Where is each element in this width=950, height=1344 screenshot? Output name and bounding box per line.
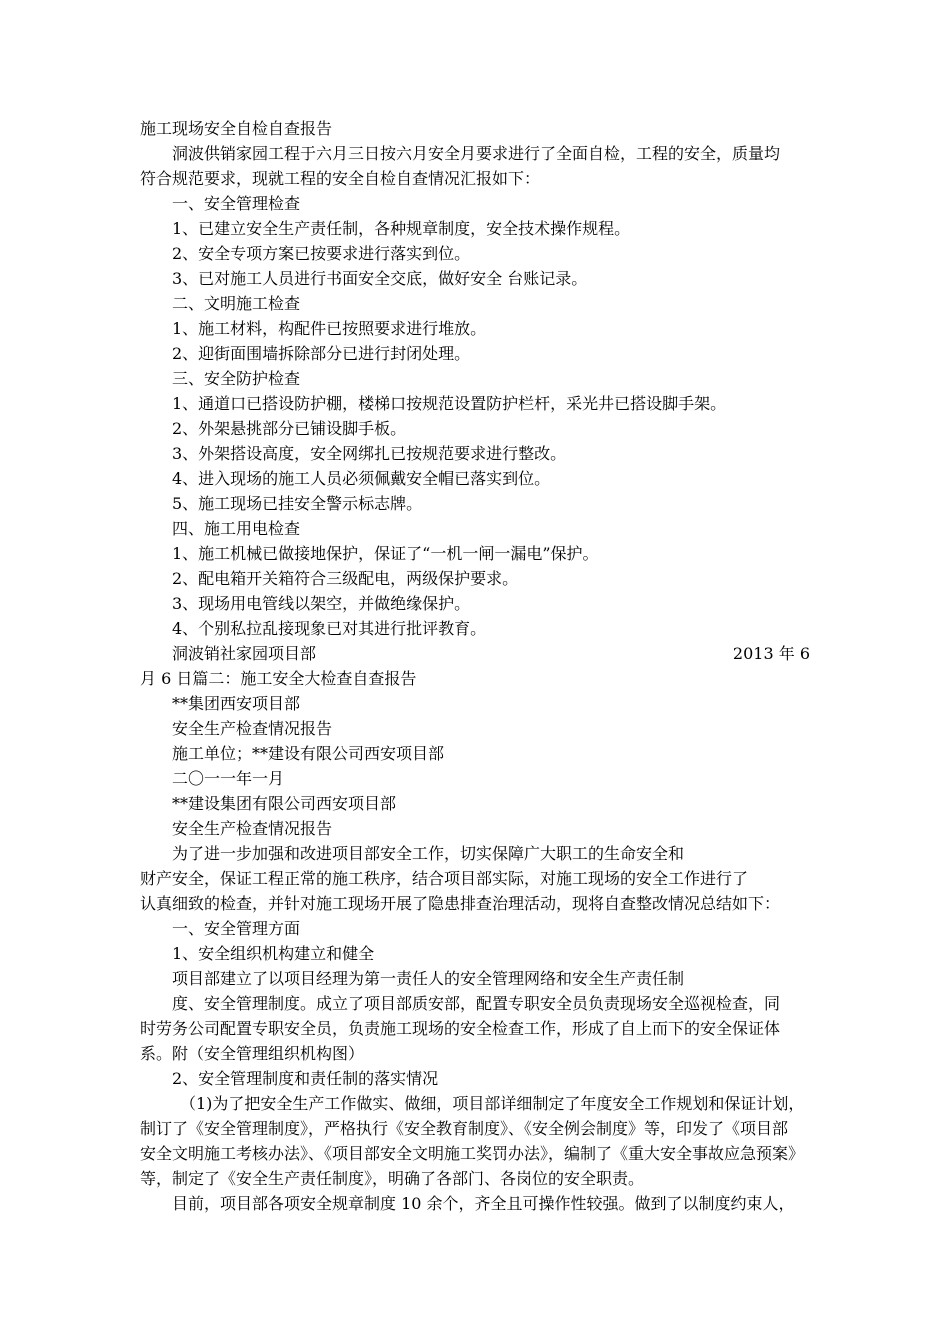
list-item: 5、施工现场已挂安全警示标志牌。 — [172, 494, 423, 513]
signoff-continuation: 月 6 日篇二：施工安全大检查自查报告 — [140, 669, 417, 688]
section-heading: 三、安全防护检查 — [172, 369, 301, 388]
list-item: 1、施工材料，构配件已按照要求进行堆放。 — [172, 319, 487, 338]
report-header-line: 安全生产检查情况报告 — [172, 719, 333, 738]
signoff-project: 洞波销社家园项目部 — [172, 644, 317, 663]
list-item: 1、通道口已搭设防护棚，楼梯口按规范设置防护栏杆，采光井已搭设脚手架。 — [172, 394, 727, 413]
doc-title: 施工现场安全自检自查报告 — [140, 119, 333, 138]
subsection-heading: 2、安全管理制度和责任制的落实情况 — [172, 1069, 439, 1088]
document-body — [140, 116, 810, 1216]
list-item: 2、配电箱开关箱符合三级配电，两级保护要求。 — [172, 569, 519, 588]
list-item: 4、进入现场的施工人员必须佩戴安全帽已落实到位。 — [172, 469, 551, 488]
list-item: 3、外架搭设高度，安全网绑扎已按规范要求进行整改。 — [172, 444, 567, 463]
report-header-line: 施工单位；**建设有限公司西安项目部 — [172, 744, 445, 763]
list-item: 2、安全专项方案已按要求进行落实到位。 — [172, 244, 471, 263]
report-header-line: 安全生产检查情况报告 — [172, 819, 333, 838]
section-heading: 四、施工用电检查 — [172, 519, 301, 538]
paragraph-line: 安全文明施工考核办法》、《项目部安全文明施工奖罚办法》，编制了《重大安全事故应急预案》 — [140, 1144, 805, 1163]
paragraph-line: 制订了《安全管理制度》，严格执行《安全教育制度》、《安全例会制度》等，印发了《项目部 — [140, 1119, 789, 1138]
paragraph-line: 为了进一步加强和改进项目部安全工作，切实保障广大职工的生命安全和 — [172, 844, 685, 863]
section-heading: 一、安全管理检查 — [172, 194, 301, 213]
list-item: 1、已建立安全生产责任制，各种规章制度，安全技术操作规程。 — [172, 219, 631, 238]
list-item: 4、个别私拉乱接现象已对其进行批评教育。 — [172, 619, 487, 638]
paragraph-line: 度、安全管理制度。成立了项目部质安部，配置专职安全员负责现场安全巡视检查，同 — [172, 994, 781, 1013]
list-item: 3、已对施工人员进行书面安全交底，做好安全 台账记录。 — [172, 269, 588, 288]
paragraph-line: （1)为了把安全生产工作做实、做细，项目部详细制定了年度安全工作规划和保证计划， — [180, 1094, 805, 1113]
section-heading: 二、文明施工检查 — [172, 294, 301, 313]
list-item: 1、施工机械已做接地保护，保证了“一机一闸一漏电”保护。 — [172, 544, 599, 563]
report-header-line: **集团西安项目部 — [172, 694, 301, 713]
section-heading: 一、安全管理方面 — [172, 919, 301, 938]
paragraph-line: 时劳务公司配置专职安全员，负责施工现场的安全检查工作，形成了自上而下的安全保证体 — [140, 1019, 781, 1038]
intro-line-1: 洞波供销家园工程于六月三日按六月安全月要求进行了全面自检，工程的安全，质量均 — [172, 144, 781, 163]
list-item: 2、迎街面围墙拆除部分已进行封闭处理。 — [172, 344, 471, 363]
paragraph-line: 项目部建立了以项目经理为第一责任人的安全管理网络和安全生产责任制 — [172, 969, 685, 988]
paragraph-system — [140, 991, 810, 1066]
paragraph-line: 财产安全，保证工程正常的施工秩序，结合项目部实际，对施工现场的安全工作进行了 — [140, 869, 749, 888]
paragraph-line: 认真细致的检查，并针对施工现场开展了隐患排查治理活动，现将自查整改情况总结如下： — [140, 894, 781, 913]
signoff-row — [140, 641, 810, 666]
signoff-date: 2013 年 6 — [732, 644, 810, 663]
list-item: 2、外架悬挑部分已铺设脚手板。 — [172, 419, 407, 438]
paragraph-line: 目前，项目部各项安全规章制度 10 余个，齐全且可操作性较强。做到了以制度约束人， — [172, 1194, 795, 1213]
report-header-line: **建设集团有限公司西安项目部 — [172, 794, 397, 813]
paragraph-line: 等，制定了《安全生产责任制度》，明确了各部门、各岗位的安全职责。 — [140, 1169, 645, 1188]
list-item: 3、现场用电管线以架空，并做绝缘保护。 — [172, 594, 471, 613]
paragraph-finance — [140, 866, 810, 916]
intro-line-2: 符合规范要求，现就工程的安全自检自查情况汇报如下： — [140, 169, 541, 188]
subsection-heading: 1、安全组织机构建立和健全 — [172, 944, 375, 963]
paragraph-detail — [140, 1091, 810, 1191]
paragraph-line: 系。附（安全管理组织机构图） — [140, 1044, 365, 1063]
report-header-line: 二〇一一年一月 — [172, 769, 285, 788]
